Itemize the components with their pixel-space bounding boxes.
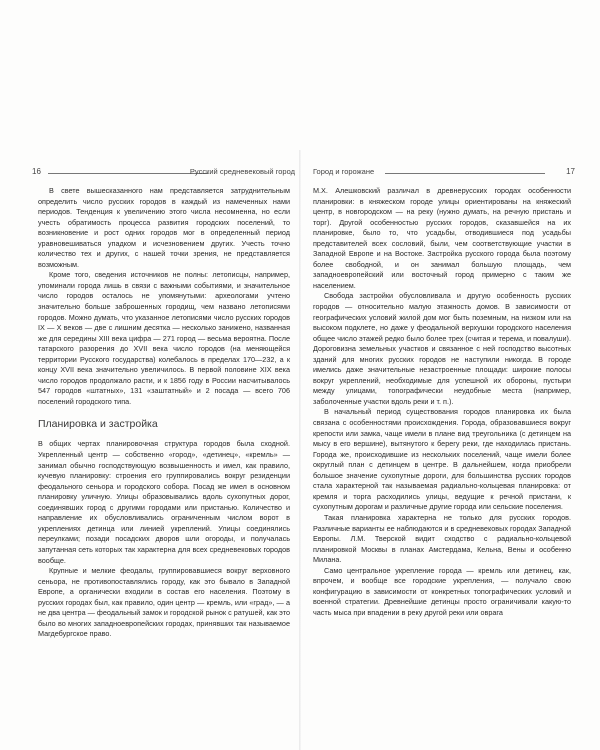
paragraph: В свете вышесказанного нам представляется затруднительным определить число русских городов в каждый из намеченных нами периодов. Тенденция к увеличению этого числа несомненна, но если учесть обратимость процесса развития городских поселений, то возникновение и рост одних городов мог в определенный период уравновешиваться упадком и исчезновением других. Учесть точно количество тех и других, с нашей точки зрения, не представляется возможным. [38, 186, 290, 269]
paragraph: Крупные и мелкие феодалы, группировавшиеся вокруг верховного сеньора, не противопоставлялись городу, как это бывало в Западной Европе, а органически входили в состав его населения. Поэтому в русских городах был, как правило, один центр — кремль, или «град», — а не два центра — феодальный замок и городской рынок с ратушей, как это было во многих западноевропейских городах, принявших так называемое Магдебургское право. [38, 566, 290, 639]
left-page-body [38, 186, 290, 640]
right-page-body [313, 186, 571, 618]
paragraph: В общих чертах планировочная структура городов была сходной. Укрепленный центр — собственно «город», «детинец», «кремль» — занимал обычно господствующую возвышенность и имел, как правило, кучевую планировку: строения его группировались вокруг резиденции феодального сеньора и городского собора. Посад же имел в основном планировку уличную. Улицы образовывались вдоль сухопутных дорог, соединявших город с другими городами или пристанью. Количество и направление их обусловливались ограниченным числом ворот в укреплениях детинца или линией укреплений. Улицы соединялись переулками; позади посадских дворов шли огороды, и получалась запутанная сеть которых так характерна для всех средневековых городов вообще. [38, 439, 290, 565]
left-page-header [32, 166, 295, 180]
left-page [32, 166, 295, 640]
right-page [313, 166, 575, 618]
book-gutter [299, 150, 301, 750]
running-head: Русский средневековый город [189, 167, 295, 176]
section-heading: Планировка и застройка [38, 418, 158, 431]
paragraph: М.Х. Алешковский различал в древнерусских городах особенности планировки: в княжеском городе улицы ориентированы на княжеский центр, в новгородском — на реку (нужно думать, на речную пристань и торг). Другой особенностью русских городов, сказавшейся на их планировке, было то, что усадьбы, отводившиеся под усадьбы представителей всех сословий, были, чем соответствующие участки в Западной Европе и на Востоке. Застройка русского города была поэтому более свободной, и он занимал большую площадь, чем западноевропейский или восточный город примерно с таким же населением. [313, 186, 571, 290]
right-page-header [313, 166, 575, 180]
header-rule [385, 173, 545, 174]
page-number: 17 [566, 167, 575, 176]
paragraph: Такая планировка характерна не только для русских городов. Различные варианты ее наблюдаются и в средневековых городах Западной Европы. Л.М. Тверской видит сходство с радиально-кольцевой планировкой Москвы в планах Амстердама, Кельна, Вены и особенно Милана. [313, 512, 571, 565]
paragraph: В начальный период существования городов планировка их была связана с особенностями происхождения. Города, образовавшиеся вокруг крепости или замка, чаще имели в плане вид треугольника (с детинцем на мысу в его вершине), вытянутого к берегу реки, где находилась пристань. Города же, происходившие из нескольких поселений, чаще имели более округлый план с детинцем в центре. В дальнейшем, когда приобрели большое значение сухопутные дороги, для большинства русских городов стала характерной так называемая радиально-кольцевая планировка: от кремля и торга расходились улицы, ведущие к речной пристани, к сухопутным дорогам и различные другие города или сельские поселения. [313, 407, 571, 512]
header-rule [48, 173, 208, 174]
paragraph: Свобода застройки обусловливала и другую особенность русских городов — относительно малую этажность домов. В зависимости от географических условий жилой дом мог быть поземным, на низком или на высоком подклете, но даже у феодальной верхушки городского населения общее число этажей редко было более трех (считая и терема, и повалуши). Дороговизна земельных участков и связанное с ней господство высотных зданий для многих русских городов не наступили никогда. В городе имелись даже значительные незастроенные площади: широкие полосы вокруг укреплений, необходимые для успешной их обороны, пустыри между улицами, топографически неудобные места (например, заболоченные участки вдоль реки и т. п.). [313, 291, 571, 406]
paragraph: Само центральное укрепление города — кремль или детинец, как, впрочем, и вообще все городские укрепления, — получало свою конфигурацию в зависимости от конкретных топографических условий и военной стратегии. Древнейшие детинцы просто ограничивали какую-то часть мыса при впадении в реку другой реки или оврага [313, 565, 571, 617]
paragraph: Кроме того, сведения источников не полны: летописцы, например, упоминали города лишь в связи с важными событиями, и значительное число городов осталось не упомянутыми: археологами учтено значительно больше заброшенных городищ, чем названо летописями городов. Можно думать, что указанное летописями число русских городов IX — X веков — две с лишним десятка — несколько занижено, названная же для середины XIII века цифра — 271 город — весьма вероятна. После татарского разорения до XVII века число городов (на меняющейся территории Русского государства) колебалось в пределах 170—232, а к концу XVII века значительно увеличилось. В первой половине XIX века число городов продолжало расти, и к 1856 году в России насчитывалось 547 городов «штатных», 131 «заштатный» и 2 посада — всего 706 поселений городского типа. [38, 270, 290, 406]
running-head: Город и горожане [313, 167, 375, 176]
page-number: 16 [32, 167, 41, 176]
